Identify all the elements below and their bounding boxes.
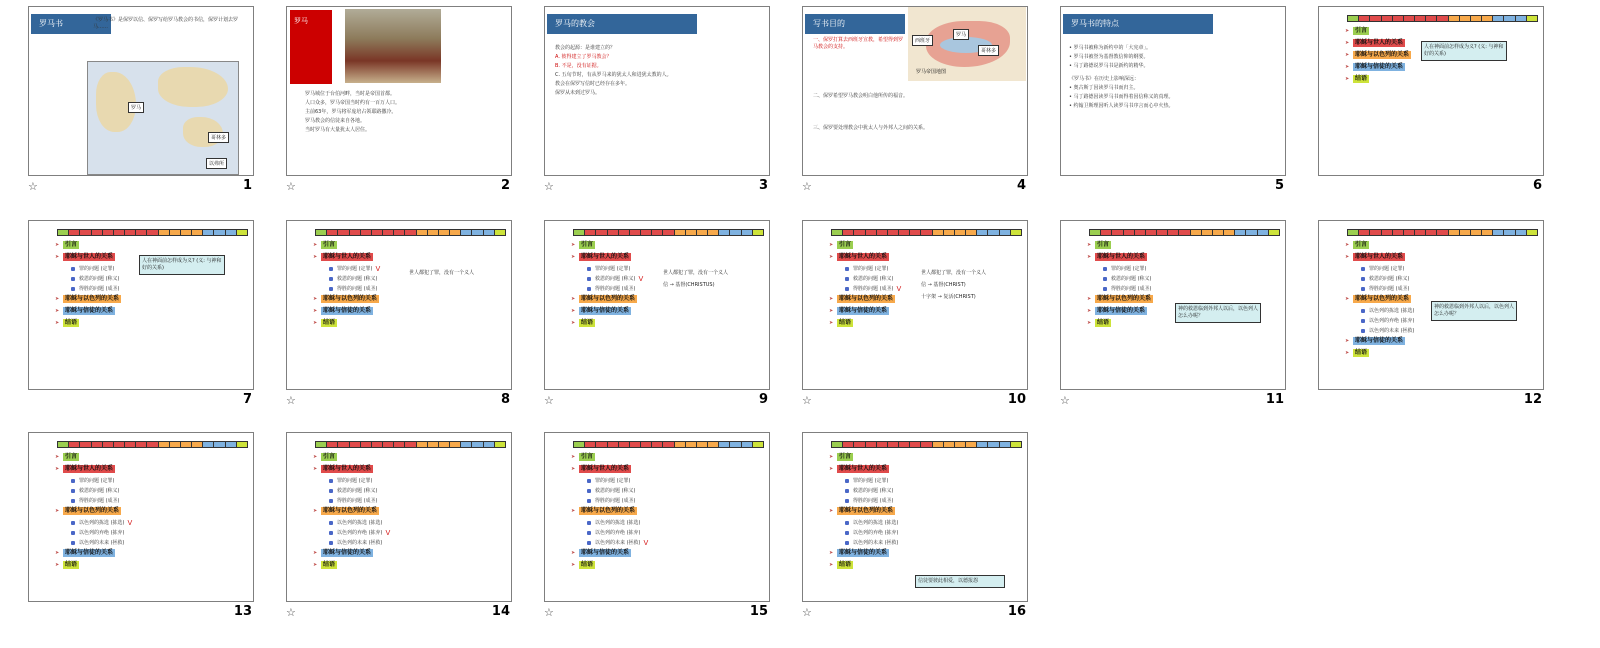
slide-number: 12 [1523,392,1542,407]
slide-thumb-8[interactable] [286,220,512,410]
slide-number: 4 [1016,178,1026,193]
slide-thumb-16[interactable] [802,432,1028,622]
star-icon[interactable]: ☆ [286,606,296,619]
outline-list: ➤ 引言 ➤ 耶稣与世人的关系 罪的问题 (定罪) 救恩的问题 (称义) 得胜的问题 (成圣) ➤ 耶稣与以色列的关系 以色列的拣选 (拣选) 以色列的弃绝 (拣弃) 以色列的未来 (拯救) V ➤ 耶稣与信徒的关系 ➤ 结语 [571,453,649,568]
map-image [87,61,239,175]
slide-thumb-2[interactable] [286,6,512,196]
slide-title: 罗马书的特点 [1063,14,1213,34]
slide-body: 《罗马书》是保罗以信、保罗写给罗马教会的书信，保罗计划去罗马…… [93,17,239,30]
slide-number: 5 [1274,178,1284,193]
nav-strip [1347,15,1537,22]
slide-thumb-5[interactable] [1060,6,1286,196]
nav-strip [573,441,763,448]
slide-title: 罗马书 [31,14,111,34]
outline-list: ➤ 引言 ➤ 耶稣与世人的关系 罪的问题 (定罪) 救恩的问题 (称义) V 得胜的问题 (成圣) ➤ 耶稣与以色列的关系 ➤ 耶稣与信徒的关系 ➤ 结语 [571,241,644,326]
star-icon[interactable]: ☆ [28,180,38,193]
slide-number: 11 [1265,392,1284,407]
slide-body-1: 一、保罗打算去西班牙宣教，希望得到罗马教会的支持。 [813,37,904,50]
slide-thumb-6[interactable] [1318,6,1544,196]
nav-strip [1347,229,1537,236]
nav-strip [57,441,247,448]
slide-title: 罗马的教会 [547,14,697,34]
callout: 人在神面前怎样成为义? (义: 与神和好的关系) [1421,41,1507,61]
star-icon[interactable]: ☆ [1060,394,1070,407]
nav-strip [831,441,1021,448]
star-icon[interactable]: ☆ [802,606,812,619]
slide-thumb-13[interactable] [28,432,254,622]
outline-list: ➤ 引言 ➤ 耶稣与世人的关系 罪的问题 (定罪) 救恩的问题 (称义) 得胜的问题 (成圣) ➤ 耶稣与以色列的关系 以色列的拣选 (拣选) 以色列的弃绝 (拣弃) V 以色列的未来 (拯救) ➤ 耶稣与信徒的关系 ➤ 结语 [313,453,391,568]
nav-strip [831,229,1021,236]
slide-thumb-3[interactable] [544,6,770,196]
slide-thumb-1[interactable] [28,6,254,196]
note: 十字架 → 复活(CHRIST) [921,294,976,300]
slide-body-3: 三、保罗要处理教会中犹太人与外邦人之间的关系。 [813,125,929,131]
slide-number: 9 [758,392,768,407]
slide-number: 2 [500,178,510,193]
slide-number: 14 [491,604,510,619]
outline-list: ➤ 引言 ➤ 耶稣与世人的关系 罪的问题 (定罪) 救恩的问题 (称义) 得胜的问题 (成圣) ➤ 耶稣与以色列的关系 以色列的拣选 (拣选) V 以色列的弃绝 (拣弃) 以色列的未来 (拯救) ➤ 耶稣与信徒的关系 ➤ 结语 [55,453,133,568]
slide-number: 6 [1532,178,1542,193]
note: 世人都犯了罪，没有一个义人 [663,270,729,276]
slide-number: 10 [1007,392,1026,407]
empire-map: 西班牙 罗马 哥林多 罗马帝国地图 [908,7,1026,81]
slide-thumb-14[interactable] [286,432,512,622]
slide-thumb-7[interactable] [28,220,254,410]
note: 世人都犯了罪，没有一个义人 [921,270,987,276]
slide-number: 7 [242,392,252,407]
slide-number: 15 [749,604,768,619]
star-icon[interactable]: ☆ [544,606,554,619]
note: 信 → 基督(CHRIST) [921,282,966,288]
slide-number: 8 [500,392,510,407]
slide-thumb-10[interactable] [802,220,1028,410]
slide-thumb-12[interactable] [1318,220,1544,410]
map-label: 哥林多 [208,132,229,143]
star-icon[interactable]: ☆ [802,394,812,407]
slide-body: 教会的起源：是谁建立的？ A. 彼得建立了罗马教会？ B. 不是，没有证据。 C. 五旬节时，有从罗马来的犹太人和进犹太教的人。 教会在保罗写信时已经存在多年。 保罗从未到过罗马。 [555,45,672,96]
note: 信 → 基督(CHRISTUS) [663,282,715,288]
outline-list: ➤ 引言 ➤ 耶稣与世人的关系 罪的问题 (定罪) 救恩的问题 (称义) 得胜的问题 (成圣) ➤ 耶稣与以色列的关系 以色列的拣选 (拣选) 以色列的弃绝 (拣弃) 以色列的未来 (拯救) ➤ 耶稣与信徒的关系 ➤ 结语 [829,453,899,568]
outline-list: ➤ 引言 ➤ 耶稣与世人的关系 罪的问题 (定罪) 救恩的问题 (称义) 得胜的问题 (成圣) ➤ 耶稣与以色列的关系 ➤ 耶稣与信徒的关系 ➤ 结语 [1087,241,1152,326]
painting-image [345,9,441,83]
callout: 信徒要彼此相爱，以德报怨 [915,575,1005,588]
callout: 神的救恩临到外邦人以后，以色列人怎么办呢？ [1431,301,1517,321]
outline-list: ➤ 引言 ➤ 耶稣与世人的关系 ➤ 耶稣与以色列的关系 ➤ 耶稣与信徒的关系 ➤ 结语 [1345,27,1410,82]
star-icon[interactable]: ☆ [802,180,812,193]
star-icon[interactable]: ☆ [544,180,554,193]
slide-title: 写书目的 [805,14,905,34]
nav-strip [315,229,505,236]
slide-body: • 罗马书被称为新约中的「大宪章」。 • 罗马书被誉为基督教信仰的纲要。 • 马丁路德说罗马书是新约的精华。 《罗马书》在历史上影响深远： • 奥古斯丁因读罗马书而归主。 • 马丁路德因读罗马书而得着因信称义的真理。 • 约翰卫斯理因听人读罗马书序言而心中火热。 [1069,45,1174,109]
star-icon[interactable]: ☆ [286,394,296,407]
outline-list: ➤ 引言 ➤ 耶稣与世人的关系 罪的问题 (定罪) V 救恩的问题 (称义) 得胜的问题 (成圣) ➤ 耶稣与以色列的关系 ➤ 耶稣与信徒的关系 ➤ 结语 [313,241,381,326]
slide-thumb-4[interactable] [802,6,1028,196]
slide-number: 16 [1007,604,1026,619]
nav-strip [57,229,247,236]
slide-number: 1 [242,178,252,193]
star-icon[interactable]: ☆ [286,180,296,193]
slide-title: 罗马 [290,10,332,84]
slide-bullets: 罗马城位于台伯河畔，当时是帝国首都。 人口众多，罗马帝国当时约有一百万人口。 主前63年，罗马将军庞培占领耶路撒冷。 罗马教会的信徒来自各地。 当时罗马有大量犹太人居住。 [305,91,401,133]
slide-thumb-15[interactable] [544,432,770,622]
callout: 神的救恩临到外邦人以后，以色列人怎么办呢？ [1175,303,1261,323]
nav-strip [315,441,505,448]
map-label: 罗马 [128,102,144,113]
nav-strip [1089,229,1279,236]
slide-number: 13 [233,604,252,619]
map-label: 以弗所 [206,158,227,169]
slide-body-2: 二、保罗希望罗马教会明白他所传的福音。 [813,93,909,99]
outline-list: ➤ 引言 ➤ 耶稣与世人的关系 罪的问题 (定罪) 救恩的问题 (称义) 得胜的问题 (成圣) ➤ 耶稣与以色列的关系 ➤ 耶稣与信徒的关系 ➤ 结语 [55,241,120,326]
star-icon[interactable]: ☆ [544,394,554,407]
outline-list: ➤ 引言 ➤ 耶稣与世人的关系 罪的问题 (定罪) 救恩的问题 (称义) 得胜的问题 (成圣) V ➤ 耶稣与以色列的关系 ➤ 耶稣与信徒的关系 ➤ 结语 [829,241,902,326]
outline-list: ➤ 引言 ➤ 耶稣与世人的关系 罪的问题 (定罪) 救恩的问题 (称义) 得胜的问题 (成圣) ➤ 耶稣与以色列的关系 以色列的拣选 (拣选) 以色列的弃绝 (拣弃) 以色列的未来 (拯救) ➤ 耶稣与信徒的关系 ➤ 结语 [1345,241,1415,356]
slide-thumb-11[interactable] [1060,220,1286,410]
note: 世人都犯了罪，没有一个义人 [409,270,475,276]
slide-number: 3 [758,178,768,193]
callout: 人在神面前怎样成为义? (义: 与神和好的关系) [139,255,225,275]
slide-thumb-9[interactable] [544,220,770,410]
nav-strip [573,229,763,236]
